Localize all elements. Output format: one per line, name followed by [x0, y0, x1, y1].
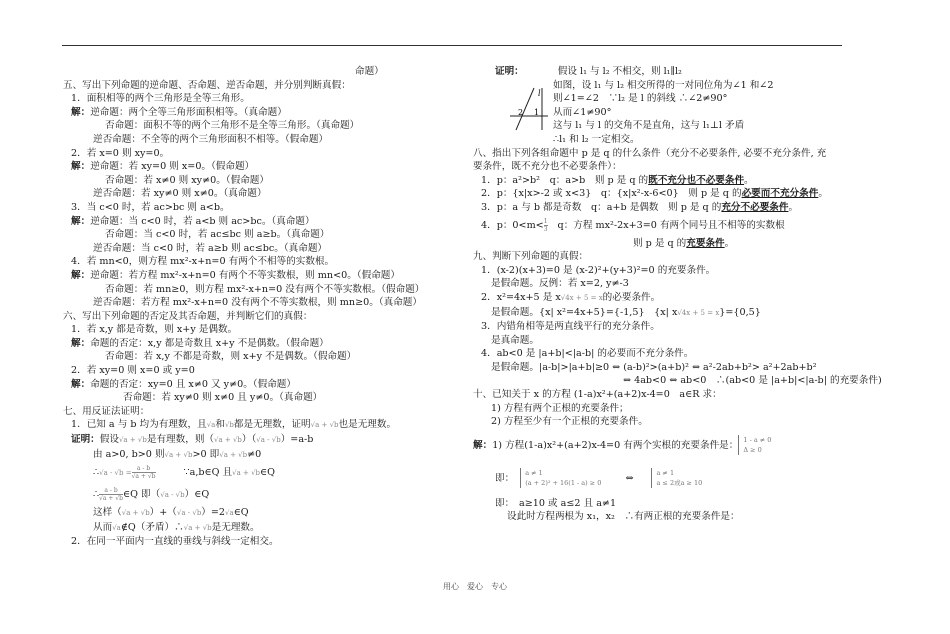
sqrt-expression: √a: [112, 523, 121, 532]
fraction-denominator: 3: [543, 225, 548, 233]
problem-line: 2．若 x=0 则 xy=0。: [71, 147, 170, 159]
answer-line: 否命题：若 x≠0 则 xy≠0。（假命题）: [105, 174, 269, 186]
text-segment: 。: [818, 188, 828, 200]
proof-line: 这与 l₁ 与 l 的交角不是直角，这与 l₁⊥l 矛盾: [553, 120, 745, 132]
fraction: [99, 487, 123, 502]
solution-label: 解：: [71, 215, 91, 227]
text-segment: 1) 方程(1-a)x²+(a+2)x-4=0 有两个实根的充要条件是：: [492, 439, 739, 451]
equivalence-symbol: ⇔: [625, 472, 634, 484]
proof-line: [473, 65, 853, 79]
sqrt-expression: √4x + 5 = x: [677, 308, 720, 317]
text-segment: ）+（: [149, 507, 177, 519]
angle-label: 2: [518, 108, 524, 117]
answer-line: 否命题：若 xy≠0 则 x≠0 且 y≠0。（真命题）: [123, 392, 323, 404]
answer-line: 否命题：当 c<0 时，若 ac≤bc 则 a≥b。（真命题）: [105, 229, 330, 241]
text-segment: 是假命题。{x| x²=4x+5}={-1,5} {x| x: [491, 306, 678, 318]
answer-blank: 充要条件: [686, 237, 725, 249]
text-segment: 从而: [93, 521, 113, 533]
sqrt-expression: √a + √b: [118, 436, 147, 445]
sqrt-expression: √a + √b: [232, 469, 261, 478]
problem-line: 4．若 mn<0，则方程 mx²-x+n=0 有两个不相等的实数根。: [71, 256, 335, 268]
proof-line: 则∠1=∠2 ∵l₂ 是 l 的斜线 ∴∠2≠90°: [553, 93, 728, 105]
sqrt-expression: √a + √b: [121, 509, 150, 518]
text-segment: 1．已知 a 与 b 均为有理数，且: [71, 419, 207, 431]
answer-text: 命题的否定：xy=0 且 x≠0 又 y≠0。（假命题）: [90, 378, 296, 390]
header-rule: [62, 45, 842, 46]
text-segment: ≠0: [247, 448, 262, 460]
text-segment: 假设 l₁ 与 l₂ 不相交，则 l₁∥l₂: [557, 66, 682, 77]
text-segment: 也是无理数。: [338, 419, 397, 431]
text-segment: }={0,5}: [719, 306, 761, 318]
answer-line: 否命题：面积不等的两个三角形不是全等三角形。（真命题）: [105, 120, 360, 132]
problem-line: [473, 174, 853, 188]
text-segment: ∈Q: [260, 467, 275, 479]
problem-line: [473, 291, 853, 306]
condition-system: [651, 468, 702, 488]
problem-line: 3．内错角相等是两直线平行的充分条件。: [481, 321, 660, 333]
angle-label: 1: [534, 108, 540, 117]
problem-line: [63, 418, 473, 433]
text-segment: 由 a>0, b>0 则: [93, 448, 165, 460]
proof-line: [63, 462, 473, 484]
text-segment: ）=2: [201, 507, 226, 519]
text-segment: 假设: [99, 434, 119, 446]
fraction-numerator: 1: [543, 217, 548, 225]
line-label: l: [538, 89, 541, 98]
answer-text: 逆命题：当 c<0 时，若 a<b 则 ac>bc。（真命题）: [90, 215, 315, 227]
section-heading: 要条件，既不充分也不必要条件）：: [473, 161, 622, 173]
sqrt-expression: √a + √b: [183, 523, 212, 532]
text-segment: 。: [744, 174, 754, 186]
fraction-denominator: √a + √b: [99, 495, 124, 503]
answer-blank: 既不充分也不必要条件: [648, 174, 745, 186]
problem-line: 1．面积相等的两个三角形是全等三角形。: [71, 93, 250, 105]
sqrt-expression: √a - √b: [160, 491, 185, 500]
proof-line: [63, 521, 473, 536]
answer-text: 逆命题：若 xy=0 则 x=0。（假命题）: [90, 161, 255, 173]
text-line: [63, 378, 473, 392]
answer-line: [473, 306, 853, 321]
text-segment: 即：: [495, 472, 515, 484]
solution-label: 解：: [71, 378, 91, 390]
sqrt-expression: √4x + 5 = x: [560, 293, 603, 302]
condition-item: a ≠ 1: [656, 469, 675, 478]
text-segment: 这样（: [93, 507, 122, 519]
condition-item: 1 - a ≠ 0: [743, 436, 772, 445]
problem-line: 3．当 c<0 时，若 ac>bc 则 a<b。: [71, 201, 230, 213]
answer-blank: 充分不必要条件: [721, 201, 789, 213]
solution-line: 即： a≥10 或 a≤2 且 a≠1: [495, 497, 617, 509]
text-segment: 3．p：a 与 b 都是奇数 q：a+b 是偶数 则 p 是 q 的: [481, 201, 722, 213]
condition-system: [520, 468, 601, 488]
solution-line: [473, 433, 853, 459]
answer-blank: 必要而不充分条件: [741, 188, 819, 200]
proof-line: 从而∠1≠90°: [553, 106, 612, 118]
answer-text: 逆命题：若方程 mx²-x+n=0 有两个不等实数根，则 mn<0。（假命题）: [90, 269, 400, 281]
solution-label: 解：: [71, 269, 91, 281]
text-line: [63, 160, 473, 174]
sqrt-expression: √a + √b: [164, 450, 193, 459]
text-segment: ）=a-b: [280, 434, 314, 446]
fraction-denominator: √a + √b: [131, 473, 156, 481]
text-segment: 。: [724, 237, 735, 249]
condition-system: [738, 435, 771, 455]
solution-label: 解：: [71, 161, 91, 173]
problem-line: 4．ab<0 是 |a+b|<|a-b| 的必要而不充分条件。: [481, 348, 694, 360]
text-segment: 1．p：a²>b² q：a>b 则 p 是 q 的: [481, 174, 649, 186]
text-segment: ∵a,b∈Q 且: [183, 467, 233, 479]
answer-line: 是真命题。: [491, 334, 539, 346]
section-heading: 八、指出下列各组命题中 p 是 q 的什么条件（充分不必要条件, 必要不充分条件, 充: [473, 147, 827, 159]
text-segment: 是无理数。: [211, 521, 260, 533]
proof-line: ∴l₁ 和 l₂ 一定相交。: [553, 133, 640, 145]
text-segment: 则 p 是 q 的: [633, 237, 687, 249]
proof-label: 证明：: [71, 434, 100, 446]
fraction-numerator: a - b: [136, 465, 151, 473]
text-segment: ∈Q: [233, 507, 249, 519]
sqrt-expression: √b: [224, 421, 234, 430]
section-heading: 五、写出下列命题的逆命题、否命题、逆否命题，并分别判断真假：: [63, 79, 351, 91]
fraction: [132, 465, 156, 480]
solution-label: 解：: [71, 106, 91, 118]
section-heading: 六、写出下列命题的否定及其否命题，并判断它们的真假：: [63, 310, 313, 322]
section-heading: 七、用反证法证明：: [63, 405, 150, 417]
sqrt-expression: √a + √b: [310, 421, 339, 430]
answer-line: 逆否命题：若 xy≠0 则 x≠0。（真命题）: [93, 188, 267, 200]
proof-line: [63, 506, 473, 521]
sqrt-expression: √a + √b: [219, 450, 248, 459]
solution-label: 解：: [71, 337, 91, 349]
text-segment: 2．x²=4x+5 是 x: [481, 291, 561, 303]
text-segment: ∉Q（矛盾）∴: [120, 521, 184, 533]
text-segment: 。: [788, 201, 799, 213]
problem-line: 2．若 xy=0 则 x=0 或 y=0: [71, 365, 195, 377]
text-segment: ∴: [93, 467, 100, 479]
problem-line: [473, 187, 853, 201]
text-segment: ∴: [93, 489, 100, 501]
answer-line: 是假命题。反例：若 x=2, y≠-3: [491, 278, 629, 290]
answer-text: 命题的否定：x,y 都是奇数且 x+y 不是偶数。（假命题）: [90, 337, 329, 349]
text-segment: 4．p：0<m<: [481, 219, 544, 231]
proof-label: 证明：: [495, 66, 524, 77]
solution-line: [473, 465, 853, 493]
text-segment: ∈Q 即（: [123, 489, 161, 501]
text-line: [63, 269, 473, 283]
sqrt-expression: √a + √b: [214, 436, 242, 445]
text-line: [63, 337, 473, 351]
text-segment: 都是无理数，证明: [233, 419, 311, 431]
text-segment: 和: [215, 419, 225, 431]
problem-line: 2．在同一平面内一直线的垂线与斜线一定相交。: [71, 536, 279, 548]
right-column: [473, 65, 882, 524]
proof-line: [63, 484, 473, 506]
answer-line: 否命题：若 mn≥0，则方程 mx²-x+n=0 没有两个不等实数根。（假命题）: [105, 283, 425, 295]
sqrt-expression: √a - √b =: [99, 469, 132, 478]
sqrt-expression: √a: [225, 509, 234, 518]
fraction: [544, 218, 548, 233]
condition-item: Δ ≥ 0: [743, 446, 762, 455]
text-segment: >0 即: [192, 448, 220, 460]
proof-line: 如图，设 l₁ 与 l₂ 相交所得的一对同位角为∠1 和∠2: [553, 79, 774, 91]
text-segment: ）（: [241, 434, 257, 446]
answer-line: 逆否命题：不全等的两个三角形面积不相等。（假命题）: [93, 133, 329, 145]
section-heading: 九、判断下列命题的真假：: [473, 251, 589, 263]
text-segment: q：方程 mx²-2x+3=0 有两个同号且不相等的实数根: [557, 219, 785, 231]
problem-line: [473, 237, 853, 251]
text-line: [63, 106, 473, 120]
proof-line: [63, 433, 473, 448]
text-segment: 是有理数，则（: [146, 434, 215, 446]
problem-line: [473, 201, 853, 215]
problem-line: 2) 方程至少有一个正根的充要条件。: [491, 416, 648, 428]
answer-line: 逆否命题：若方程 mx²-x+n=0 没有两个不等实数根，则 mn≥0。（真命题）: [93, 297, 422, 309]
fraction-numerator: a - b: [104, 487, 118, 495]
proof-line: [63, 448, 473, 463]
problem-line: 1．若 x,y 都是奇数，则 x+y 是偶数。: [71, 324, 238, 336]
solution-line: 设此时方程两根为 x₁，x₂ ∴有两正根的充要条件是：: [507, 511, 740, 523]
problem-line: 1) 方程有两个正根的充要条件；: [491, 402, 629, 414]
text-segment: 2．p：{x|x>-2 或 x<3} q：{x|x²-x-6<0} 则 p 是 q 的: [481, 188, 742, 200]
condition-item: a ≤ 2或a ≥ 10: [656, 479, 703, 488]
sqrt-expression: √a - √b: [176, 509, 202, 518]
problem-line: [473, 215, 853, 237]
sqrt-expression: √a: [206, 421, 216, 430]
condition-item: (a + 2)² + 16(1 - a) ≥ 0: [525, 479, 602, 488]
text-segment: ）∈Q: [184, 489, 210, 501]
answer-text: 逆命题：两个全等三角形面积相等。（真命题）: [90, 106, 287, 118]
answer-line: ⇔ 4ab<0 ⇔ ab<0 ∴(ab<0 是 |a+b|<|a-b| 的充要条件): [623, 375, 882, 387]
condition-item: a ≠ 1: [525, 469, 543, 478]
text-line: 命题）: [355, 66, 384, 77]
section-heading: 十、已知关于 x 的方程 (1-a)x²+(a+2)x-4=0 a∈R 求：: [473, 389, 722, 401]
page-footer: 用心 爱心 专心: [443, 582, 507, 591]
sqrt-expression: √a - √b: [256, 436, 281, 445]
solution-label: 解：: [473, 439, 493, 451]
answer-line: 是假命题。|a-b|>|a+b|≥0 ⇔ (a-b)²>(a+b)² ⇔ a²-2ab+b²> a²+2ab+b²: [491, 361, 817, 373]
left-column: [63, 65, 473, 549]
problem-line: 1．(x-2)(x+3)=0 是 (x-2)²+(y+3)²=0 的充要条件。: [481, 264, 716, 276]
text-line: [63, 215, 473, 229]
answer-line: 否命题：若 x,y 不都是奇数，则 x+y 不是偶数。（假命题）: [105, 351, 357, 363]
text-segment: 的必要条件。: [602, 291, 661, 303]
answer-line: 逆否命题：当 c<0 时，若 a≥b 则 ac≤bc。（真命题）: [93, 242, 328, 254]
